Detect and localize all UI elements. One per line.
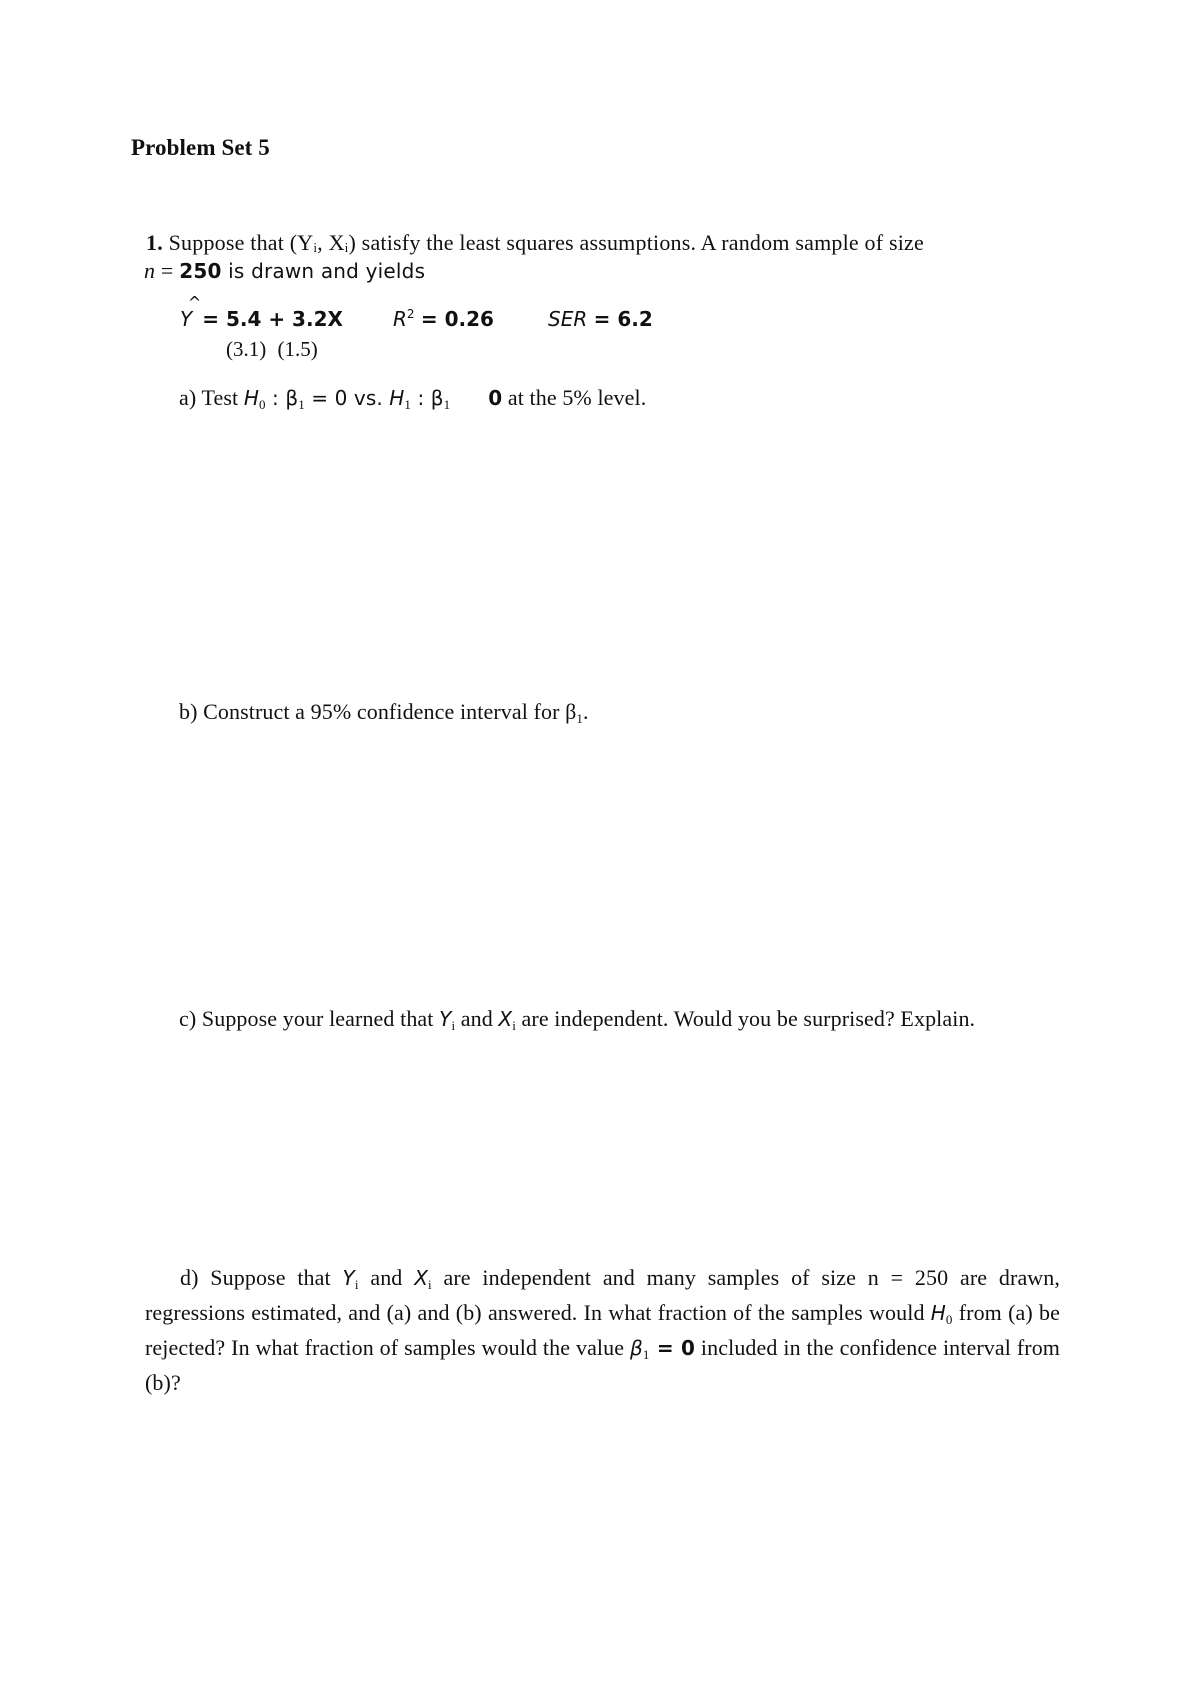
part-a-zero: 0 xyxy=(488,386,503,410)
part-b xyxy=(179,698,589,727)
r-symbol: R xyxy=(393,307,407,331)
part-c-y: Y xyxy=(439,1007,452,1031)
part-d-h0: H xyxy=(930,1301,946,1325)
ser-symbol: SER xyxy=(548,307,588,331)
part-a-beta-sub: 1 xyxy=(298,397,305,412)
part-d-x-sub: i xyxy=(428,1277,432,1292)
part-d-text4: = 0 xyxy=(649,1336,696,1360)
part-a-h0: H xyxy=(243,386,259,410)
part-a xyxy=(179,384,646,413)
part-d-h0-sub: 0 xyxy=(945,1312,953,1327)
part-d-text5: included in the confidence interval from (b)? xyxy=(145,1335,1061,1395)
part-a-h1-sub: 1 xyxy=(404,397,412,412)
part-d-text2: are independent and many samples of size n = 250 are drawn, regressions estimated, and (a) and (b) answered. In what fraction of the samples would xyxy=(145,1265,1060,1325)
ser-value xyxy=(548,307,653,332)
part-d-beta: β xyxy=(630,1336,643,1360)
part-d-x: X xyxy=(414,1266,428,1290)
part-c xyxy=(179,1005,975,1034)
part-a-suffix: at the 5% level. xyxy=(502,385,647,410)
hat-mark: ^ xyxy=(187,293,202,312)
sample-size-symbol: n xyxy=(144,257,156,283)
part-c-x-sub: i xyxy=(512,1018,516,1033)
sample-size-value: 250 xyxy=(179,258,222,283)
part-b-end: . xyxy=(583,699,589,724)
sample-size-equals: = xyxy=(155,257,180,283)
part-d xyxy=(145,1264,1060,1397)
y-hat-symbol xyxy=(180,293,202,332)
part-a-h1: H xyxy=(389,386,405,410)
part-a-prefix: a) Test xyxy=(179,385,244,410)
part-d-y: Y xyxy=(342,1266,355,1290)
part-c-text2: are independent. Would you be surprised? Explain. xyxy=(515,1006,976,1031)
part-a-mid3: : β xyxy=(411,386,444,410)
question-intro xyxy=(146,229,1061,284)
question-number: 1. xyxy=(146,230,163,255)
part-c-and: and xyxy=(455,1006,499,1031)
part-d-text1: d) Suppose that xyxy=(180,1265,343,1290)
part-c-text1: c) Suppose your learned that xyxy=(179,1006,440,1031)
ser-rhs: = 6.2 xyxy=(593,307,653,331)
part-c-x: X xyxy=(498,1007,513,1031)
question-intro-line2 xyxy=(144,257,1061,285)
part-a-beta2-sub: 1 xyxy=(443,397,451,412)
part-c-y-sub: i xyxy=(451,1018,456,1033)
sample-size-rest: is drawn and yields xyxy=(221,258,426,283)
part-d-beta-sub: 1 xyxy=(642,1347,650,1362)
question-intro-line1: Suppose that (Yᵢ, Xᵢ) satisfy the least squares assumptions. A random sample of size xyxy=(168,230,924,255)
part-a-mid1: : β xyxy=(265,386,299,410)
part-a-h0-sub: 0 xyxy=(258,397,266,412)
y-symbol: Y xyxy=(180,307,193,331)
part-d-and: and xyxy=(358,1265,415,1290)
standard-errors: (3.1) (1.5) xyxy=(226,337,318,361)
r-squared-rhs: = 0.26 xyxy=(420,307,494,331)
regression-equation xyxy=(180,293,343,332)
r-squared xyxy=(393,307,494,332)
part-a-mid2: = 0 vs. xyxy=(304,386,390,410)
part-d-y-sub: i xyxy=(354,1277,359,1292)
part-d-text3: from (a) be rejected? In what fraction of samples would the value xyxy=(145,1300,1060,1360)
page-title: Problem Set 5 xyxy=(131,135,270,160)
r-power: 2 xyxy=(406,307,415,321)
regression-rhs: = 5.4 + 3.2X xyxy=(202,307,343,331)
part-b-sub: 1 xyxy=(576,711,584,726)
part-b-text: b) Construct a 95% confidence interval for β xyxy=(179,699,577,724)
